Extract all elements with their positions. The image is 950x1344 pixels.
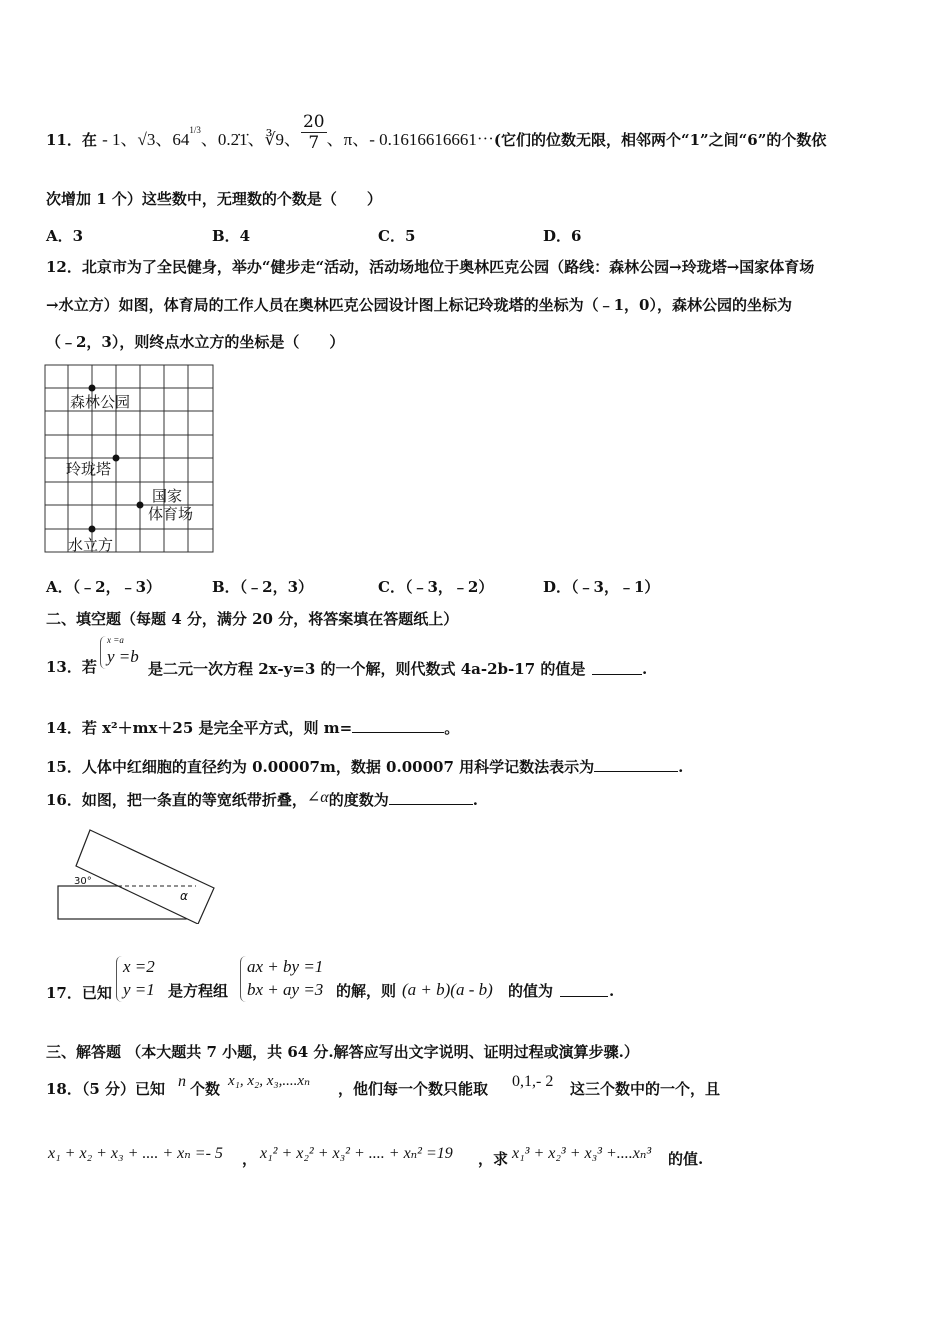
q17-answer-blank[interactable] [560, 982, 608, 997]
q17-expression: (a + b)(a - b) [402, 980, 493, 999]
q17-prefix: 17．已知 [46, 984, 112, 1002]
park-map-figure [44, 364, 216, 556]
q13-prefix: 13．若 [46, 658, 97, 676]
q15-end: . [678, 758, 684, 776]
q18-prefix: 18．（5 分）已知 [46, 1080, 166, 1098]
q13-system-top: x =a [107, 635, 124, 645]
q12-option-b: B．（﹣2，3） [212, 578, 314, 596]
q11-option-b: B．4 [212, 227, 251, 245]
q11-exponent: 1/3 [189, 124, 201, 135]
q12-option-a: A．（﹣2，﹣3） [46, 578, 162, 596]
map-label-forest-park: 森林公园 [70, 393, 131, 411]
folded-strip-figure [56, 828, 216, 924]
q18-values: 0,1,- 2 [512, 1073, 554, 1090]
q18-t3: 这三个数中的一个，且 [570, 1080, 721, 1098]
q15-line [46, 757, 910, 776]
q11-prefix: 11．在 [46, 130, 97, 149]
q14-text: 14．若 x²＋mx＋25 是完全平方式，则 m= [46, 719, 353, 737]
map-label-national: 国家 [152, 487, 183, 505]
map-label-stadium: 体育场 [148, 505, 194, 523]
q14-end: 。 [444, 719, 460, 737]
q17-solution [116, 956, 155, 1002]
q14-line [46, 718, 910, 737]
q13-system-bottom: y =b [107, 646, 139, 666]
q18-ask: ，求 [478, 1150, 509, 1168]
q18-line2 [46, 1142, 910, 1172]
q18-equation-sum: x₁ + x₂ + x₃ + .... + xₙ =- 5 [48, 1145, 223, 1162]
fig-angle-30-label: 30° [74, 876, 92, 887]
q15-text: 15．人体中红细胞的直径约为 0.00007m，数据 0.00007 用科学记数法表示为 [46, 758, 595, 776]
q11-fraction [301, 112, 327, 154]
q17-line [46, 956, 910, 1012]
q12-line3: （﹣2，3），则终点水立方的坐标是（ ） [46, 333, 345, 351]
q18-vars: x₁, x₂, x₃,....xₙ [228, 1073, 311, 1089]
q12-line1: 12．北京市为了全民健身，举办“健步走“活动，活动场地位于奥林匹克公园（路线：森林公园→玲珑塔→国家体育场 [46, 258, 815, 276]
q13-answer-blank[interactable] [592, 660, 642, 675]
q13-line [46, 636, 910, 686]
q14-answer-blank[interactable] [352, 718, 444, 733]
map-label-water-cube: 水立方 [68, 536, 114, 554]
q16-answer-blank[interactable] [389, 790, 473, 805]
q17-text2: 的值为 [508, 982, 554, 1000]
q12-option-c: C．（﹣3，﹣2） [378, 578, 494, 596]
q13-text: 是二元一次方程 2x-y=3 的一个解，则代数式 4a-2b-17 的值是 [148, 660, 586, 678]
q13-period: . [642, 660, 648, 678]
q11-option-d: D．6 [543, 227, 582, 245]
q17-end: . [609, 982, 615, 1000]
q11-tail: 、π、- 0.1616616661⋯ [326, 129, 494, 149]
q18-n: n [178, 1073, 186, 1090]
q11-numbers-rest: 、0.2̇1̇、∛9、 [200, 129, 301, 149]
q18-equation-squares: x₁² + x₂² + x₃² + .... + xₙ² =19 [260, 1145, 453, 1162]
water-cube-point [89, 526, 96, 533]
q17-system-bottom: bx + ay =3 [247, 979, 324, 999]
q11-numbers: - 1、√3、64 [102, 129, 190, 149]
q11-option-a: A．3 [46, 227, 84, 245]
q17-solution-bottom: y =1 [123, 979, 155, 999]
q16-text2: 的度数为 [328, 791, 389, 809]
q11-frac-num: 20 [302, 112, 325, 132]
fig-alpha-label: α [180, 889, 188, 903]
q18-line1 [46, 1072, 910, 1102]
q18-t1: 个数 [190, 1080, 221, 1098]
q18-equation-cubes: x₁³ + x₂³ + x₃³ +....xₙ³ [512, 1145, 652, 1162]
section-2-heading: 二、填空题（每题 4 分，满分 20 分，将答案填在答题纸上） [46, 610, 459, 628]
q16-angle: ∠α [306, 789, 329, 806]
q17-system-top: ax + by =1 [247, 957, 324, 976]
q18-comma: ， [242, 1150, 258, 1168]
q13-system [100, 636, 139, 669]
q11-line1 [46, 112, 910, 162]
map-label-ling-long-tower: 玲珑塔 [66, 460, 112, 478]
q12-option-d: D．（﹣3，﹣1） [543, 578, 660, 596]
national-stadium-point [137, 502, 144, 509]
section-3-heading: 三、解答题 （本大题共 7 小题，共 64 分.解答应写出文字说明、证明过程或演算步骤.） [46, 1043, 639, 1061]
forest-park-point [89, 385, 96, 392]
q16-line [46, 790, 910, 810]
q16-end: . [472, 791, 478, 809]
q15-answer-blank[interactable] [594, 757, 678, 772]
q18-end: 的值. [668, 1150, 704, 1168]
q12-line2: →水立方）如图，体育局的工作人员在奥林匹克公园设计图上标记玲珑塔的坐标为（﹣1，0），森林公园的坐标为 [46, 296, 792, 314]
ling-long-tower-point [113, 455, 120, 462]
q16-text: 16．如图，把一条直的等宽纸带折叠， [46, 791, 307, 809]
q11-note: (它们的位数无限，相邻两个“1”之间“6”的个数依 [493, 130, 827, 149]
q18-t2: ，他们每一个数只能取 [338, 1080, 489, 1098]
q17-text: 的解，则 [336, 982, 397, 1000]
q17-solution-top: x =2 [123, 957, 155, 976]
q11-frac-den: 7 [308, 133, 320, 154]
q17-system [240, 956, 323, 1002]
q17-mid: 是方程组 [168, 982, 229, 1000]
q11-option-c: C．5 [378, 227, 416, 245]
q11-line2: 次增加 1 个）这些数中，无理数的个数是（ ） [46, 190, 382, 208]
